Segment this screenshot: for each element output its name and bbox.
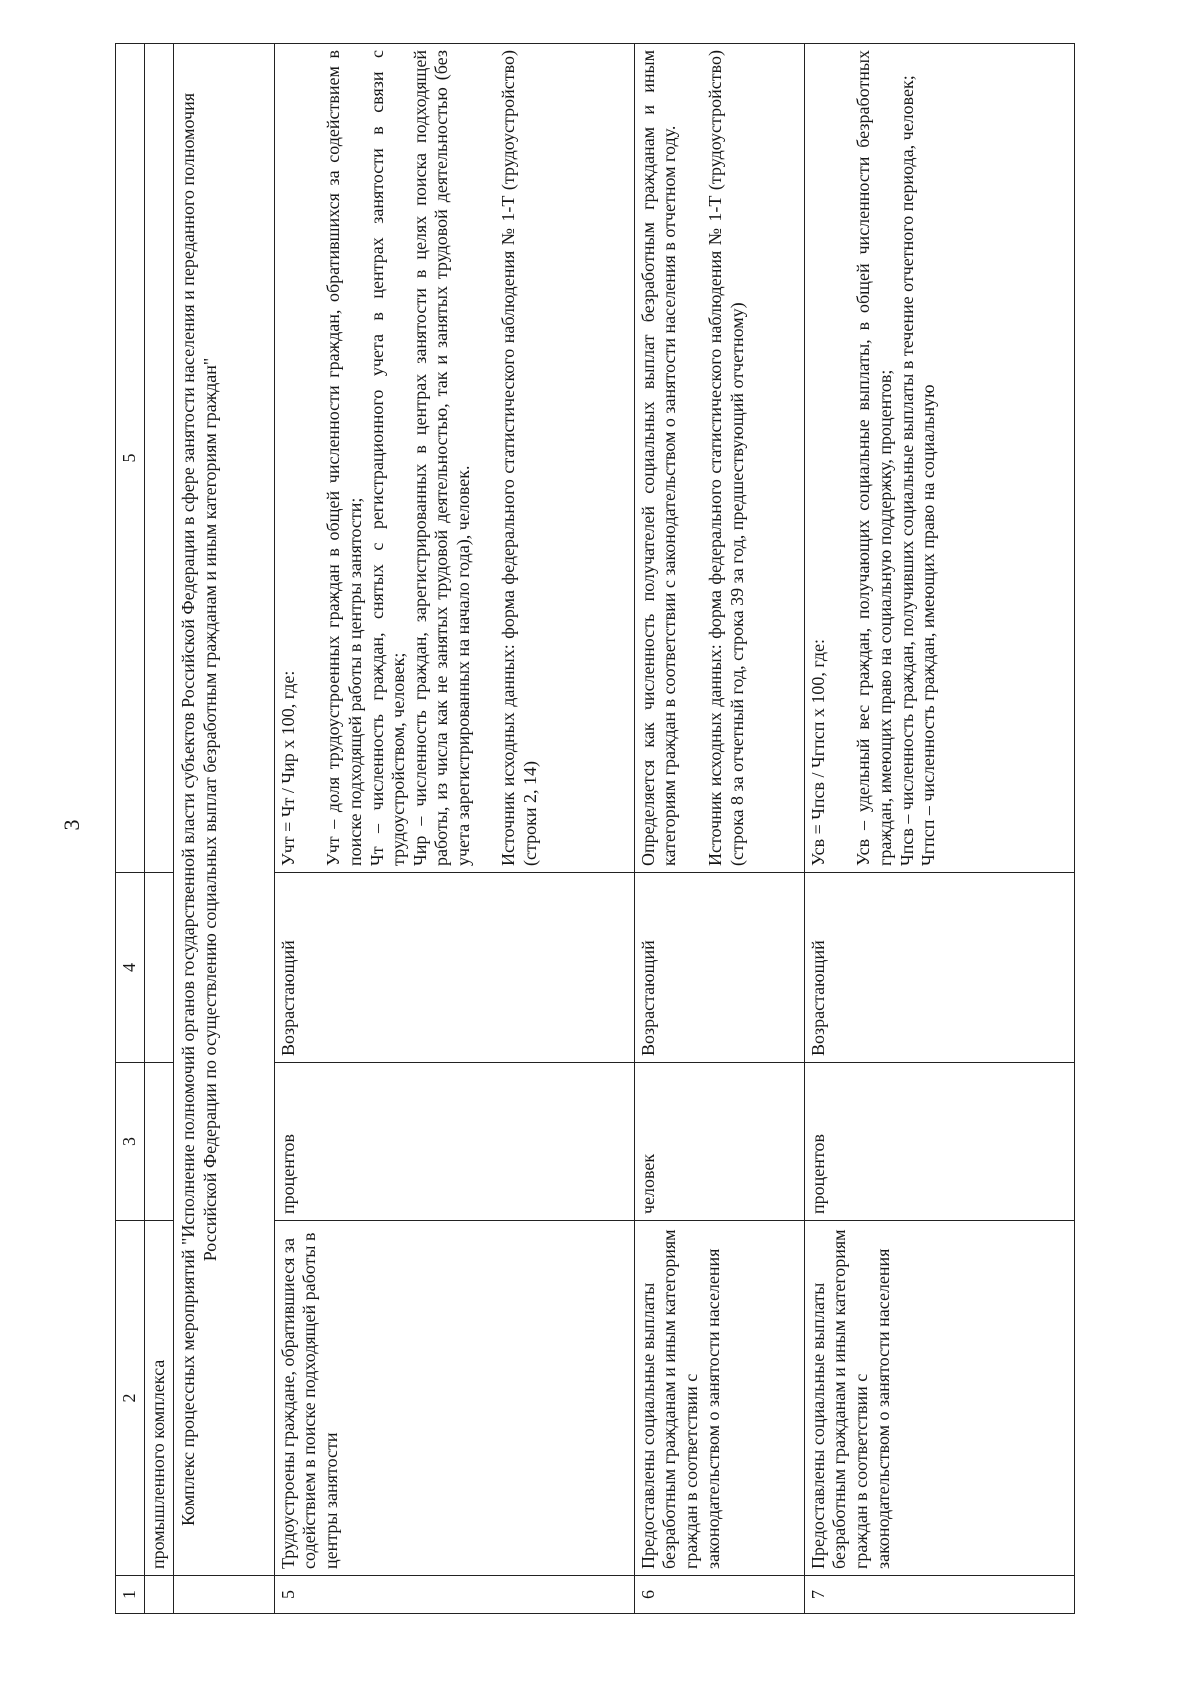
column-number-row bbox=[116, 44, 145, 1614]
formula: Определяется как численность получателей социальных выплат безработным гражданам и иным категориям граждан в соответствии с законодательством о занятости населения в отчетном году. bbox=[637, 50, 680, 866]
rotated-table-container bbox=[115, 44, 1075, 1614]
formula-definition: Чгпсп – численность граждан, имеющих право на социальную bbox=[918, 384, 939, 866]
page-number: 3 bbox=[59, 819, 84, 831]
data-source: Источник исходных данных: форма федерального статистического наблюдения № 1-Т (трудоустройство) (строки 2, 14) bbox=[498, 50, 541, 866]
formula-definition: Усв – удельный вес граждан, получающих социальные выплаты, в общей численности безработных граждан, имеющих право на социальную поддержку, процентов; bbox=[853, 50, 895, 866]
formula: Учт = Чт / Чир х 100, где: bbox=[277, 670, 298, 866]
indicators-table bbox=[115, 43, 1075, 1614]
formula-definition: Чир – численность граждан, зарегистрированных в центрах занятости в целях поиска подходящей работы, из числа как не занятых трудовой деятельностью, так и занятых трудовой деятельностью (без учета зарегистрированных на начало года), человек. bbox=[409, 50, 473, 866]
table-row bbox=[634, 44, 804, 1614]
table-row bbox=[804, 44, 1074, 1614]
col-number-1: 1 bbox=[116, 1576, 145, 1614]
trend: Возрастающий bbox=[804, 873, 1074, 1063]
col-number-4: 4 bbox=[116, 873, 145, 1063]
trend: Возрастающий bbox=[634, 873, 804, 1063]
row-number: 7 bbox=[804, 1576, 1074, 1614]
formula-definition: Чпсв – численность граждан, получивших социальные выплаты в течение отчетного периода, человек; bbox=[896, 75, 917, 866]
unit: процентов bbox=[274, 1063, 634, 1221]
calculation-method bbox=[274, 44, 634, 873]
table-row bbox=[274, 44, 634, 1614]
unit: человек bbox=[634, 1063, 804, 1221]
calculation-method bbox=[634, 44, 804, 873]
unit: процентов bbox=[804, 1063, 1074, 1221]
section-title: Комплекс процессных мероприятий "Исполнение полномочий органов государственной власти субъектов Российской Федерации в сфере занятости населения и переданного полномочия Российской Федерации по осуществлению социальных выплат безработным гражданам и иным категориям граждан" bbox=[173, 44, 274, 1576]
col-number-2: 2 bbox=[116, 1221, 145, 1576]
indicator-name: Предоставлены социальные выплаты безработным гражданам и иным категориям граждан в соответствии с законодательством о занятости населения bbox=[634, 1221, 804, 1576]
row-number: 5 bbox=[274, 1576, 634, 1614]
formula-definition: Учт – доля трудоустроенных граждан в общей численности граждан, обратившихся за содействием в поиске подходящей работы в центры занятости; bbox=[323, 50, 365, 866]
continued-name: промышленного комплекса bbox=[144, 1221, 173, 1576]
continued-row bbox=[144, 44, 173, 1614]
row-number: 6 bbox=[634, 1576, 804, 1614]
formula: Усв = Чпсв / Чгпсп х 100, где: bbox=[807, 638, 828, 866]
calculation-method bbox=[804, 44, 1074, 873]
formula-definition: Чт – численность граждан, снятых с регистрационного учета в центрах занятости в связи с трудоустройством, человек; bbox=[366, 50, 409, 866]
indicator-name: Предоставлены социальные выплаты безработным гражданам и иным категориям граждан в соответствии с законодательством о занятости населения bbox=[804, 1221, 1074, 1576]
col-number-5: 5 bbox=[116, 44, 145, 873]
section-row bbox=[173, 44, 274, 1614]
indicator-name: Трудоустроены граждане, обратившиеся за содействием в поиске подходящей работы в центры занятости bbox=[274, 1221, 634, 1576]
trend: Возрастающий bbox=[274, 873, 634, 1063]
data-source: Источник исходных данных: форма федерального статистического наблюдения № 1-Т (трудоустройство) (строка 8 за отчетный год, строка 39 за год, предшествующий отчетному) bbox=[704, 50, 747, 866]
col-number-3: 3 bbox=[116, 1063, 145, 1221]
